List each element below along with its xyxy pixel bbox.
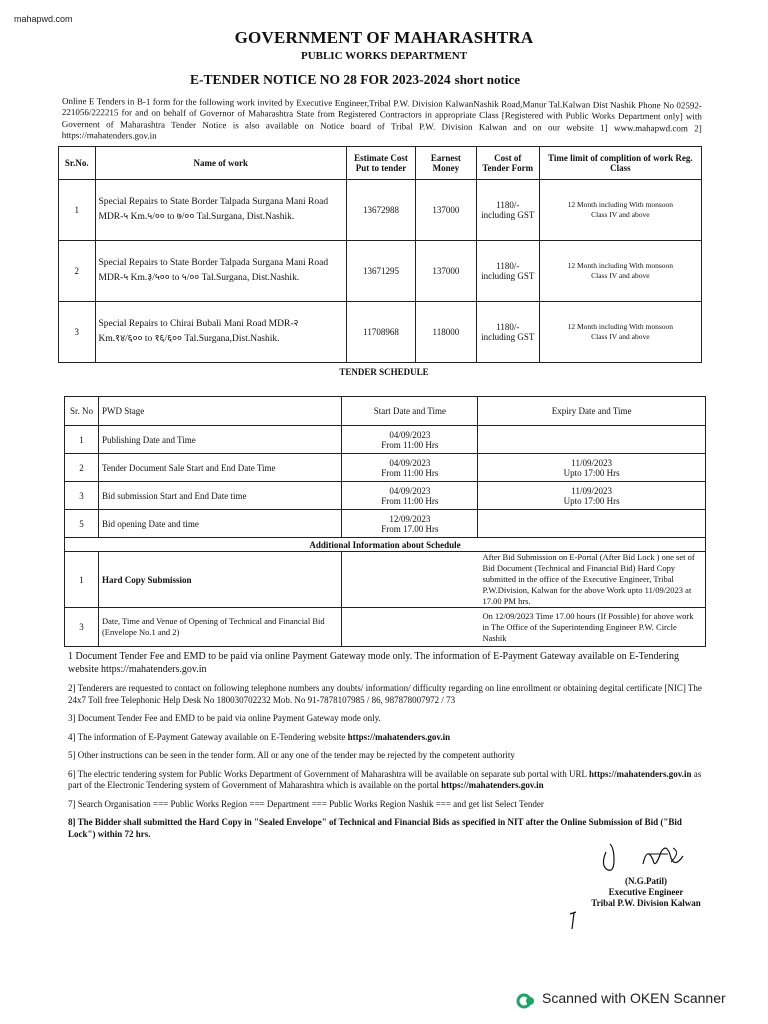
cell-emd: 137000 [415, 180, 476, 241]
note-6-url-2: https://mahatenders.gov.in [441, 780, 544, 790]
notice-number: E-TENDER NOTICE NO 28 FOR 2023-2024 [190, 72, 451, 87]
short-notice-label: short notice [454, 72, 520, 87]
expiry-time: Upto 17:00 Hrs [563, 467, 620, 478]
doc-department: PUBLIC WORKS DEPARTMENT [300, 50, 468, 62]
works-table-header [59, 147, 702, 180]
cell-estimate: 13671295 [347, 241, 416, 302]
note-8: 8] The Bidder shall submitted the Hard Copy in "Sealed Envelope" of Technical and Financial Bids as specified in NIT after the Online Submission of Bid ("Bid Lock") within 72 hrs. [68, 817, 682, 839]
cell-estimate: 13672988 [347, 180, 416, 241]
additional-info-header [65, 538, 706, 552]
note-4-url: https://mahatenders.gov.in [347, 731, 451, 742]
watermark: mahapwd.com [14, 14, 73, 24]
schedule-table [64, 396, 706, 647]
time-text: 12 Month including With monsoon [567, 200, 674, 209]
note-6-text: 6] The electric tendering system for Public Works Department of Government of Maharashtra will be available on separate sub portal with URL [68, 768, 587, 779]
col-srno: Sr.No. [59, 147, 96, 180]
cell-expiry [478, 454, 706, 482]
start-time: From 17.00 Hrs [381, 523, 439, 534]
cell-work-name: Special Repairs to State Border Talpada Surgana Mani Road MDR-५ Km.३/५०० to ५/०० Tal.Surgana, Dist.Nashik. [95, 241, 347, 302]
signatory-office: Tribal P.W. Division Kalwan [591, 898, 701, 908]
doc-title: GOVERNMENT OF MAHARASHTRA [234, 28, 534, 47]
signatory-designation: Executive Engineer [608, 887, 684, 897]
cell-stage: Bid opening Date and time [98, 510, 341, 538]
cell-start [342, 426, 478, 454]
start-date: 04/09/2023 [389, 429, 431, 440]
intro-paragraph: Online E Tenders in B-1 form for the following work invited by Executive Engineer,Tribal P.W. Division KalwanNashik Road,Manur Tal.Kalwan Dist Nashik Phone No 02592-221056/222215 for and on behalf of Governor of Maharashtra State from Registered Contractors in appropriate Class [Registered with Public Works Department only] with Governent of Maharashtra Tender Notice is also available on Notice board of Tribal P.W. Division Kalwan and on our website 1] www.mahapwd.com 2] https://mahatenders.gov.in [61, 96, 702, 141]
col-cost-of-tender: Cost of Tender Form [476, 147, 539, 180]
cell-expiry [478, 510, 706, 538]
cell-work-name: Special Repairs to State Border Talpada Surgana Mani Road MDR-५ Km.५/०० to ७/०० Tal.Surgana, Dist.Nashik. [95, 180, 347, 241]
additional-row [65, 608, 706, 647]
cell-cost: 1180/- including GST [476, 302, 539, 363]
cell-start [342, 454, 478, 482]
cell-work-name: Special Repairs to Chirai Bubali Mani Road MDR-२ Km.१४/६०० to १६/६०० Tal.Surgana,Dist.Nashik. [95, 302, 347, 363]
cell-sr: 3 [65, 608, 99, 647]
cell-sr: 2 [65, 454, 99, 482]
expiry-date: 11/09/2023 [571, 457, 612, 468]
schedule-row [65, 426, 706, 454]
scanner-logo-icon [516, 991, 536, 1011]
expiry-time: Upto 17:00 Hrs [563, 495, 620, 506]
cell-expiry [478, 426, 706, 454]
note-6-text-2: as part of the Electronic Tendering system of Government of Maharashtra which is available on the portal [68, 768, 702, 790]
cell-time-limit [539, 241, 701, 302]
col-time-limit: Time limit of complition of work Reg. Class [539, 147, 701, 180]
additional-row [65, 552, 706, 608]
note-1: 1 Document Tender Fee and EMD to be paid via online Payment Gateway mode only. The information of E-Payment Gateway available on E-Tendering website https://mahatenders.gov.in [68, 651, 680, 675]
start-date: 12/09/2023 [389, 513, 431, 524]
schedule-row [65, 454, 706, 482]
cell-stage: Tender Document Sale Start and End Date Time [98, 454, 341, 482]
schedule-row [65, 482, 706, 510]
note-6-url: https://mahatenders.gov.in [588, 768, 692, 779]
signatory-name: (N.G.Patil) [625, 876, 667, 886]
cell-time-limit [539, 302, 701, 363]
signature-block [566, 876, 726, 909]
start-date: 04/09/2023 [389, 457, 431, 468]
cell-info: After Bid Submission on E-Portal (After Bid Lock ) one set of Bid Document (Technical and Financial Bid) Hard Copy submitted in the office of the Executive Engineer, Tribal P.W.Division, Kalwan for the above Work upto 11/09/2023 at 17.00 PM hrs. [342, 552, 706, 608]
note-4 [68, 732, 708, 744]
note-2: 2] Tenderers are requested to contact on following telephone numbers any doubts/ information/ difficulty regarding on line enrollment or obtaining degital certificate [NIC] The 24x7 Toll free Telephonic Help Desk No 180030702232 Mob. No 91-7878107985 / 86, 987878007972 / 73 [68, 683, 702, 705]
cell-estimate: 11708968 [347, 302, 416, 363]
table-row [59, 241, 702, 302]
cell-emd: 118000 [415, 302, 476, 363]
cell-stage: Hard Copy Submission [98, 552, 341, 608]
note-3: 3] Document Tender Fee and EMD to be paid via online Payment Gateway mode only. [68, 713, 381, 723]
cell-stage: Publishing Date and Time [98, 426, 341, 454]
col-srno: Sr. No [65, 397, 99, 426]
col-stage: PWD Stage [98, 397, 341, 426]
cell-expiry [478, 482, 706, 510]
note-7: 7] Search Organisation === Public Works Region === Department === Public Works Region Nashik === and get list Select Tender [68, 798, 544, 809]
expiry-date: 11/09/2023 [571, 485, 612, 496]
col-expiry: Expiry Date and Time [478, 397, 706, 426]
table-row [59, 302, 702, 363]
cell-sr: 5 [65, 510, 99, 538]
cell-sr: 3 [65, 482, 99, 510]
cell-time-limit [539, 180, 701, 241]
table-row [59, 180, 702, 241]
class-text: Class IV and above [591, 210, 650, 219]
initial-mark [566, 910, 582, 932]
cell-cost: 1180/- including GST [476, 241, 539, 302]
cell-sr: 3 [59, 302, 96, 363]
note-6 [68, 769, 708, 792]
cell-info: On 12/09/2023 Time 17.00 hours (If Possible) for above work in The Office of the Superintending Engineer P.W. Circle Nashik [342, 608, 706, 647]
cell-emd: 137000 [415, 241, 476, 302]
col-estimate: Estimate Cost Put to tender [347, 147, 416, 180]
class-text: Class IV and above [591, 332, 650, 341]
class-text: Class IV and above [591, 271, 650, 280]
col-emd: Earnest Money [415, 147, 476, 180]
cell-start [342, 510, 478, 538]
cell-sr: 1 [65, 552, 99, 608]
start-date: 04/09/2023 [389, 485, 431, 496]
cell-stage: Date, Time and Venue of Opening of Technical and Financial Bid (Envelope No.1 and 2) [98, 608, 341, 647]
time-text: 12 Month including With monsoon [567, 322, 674, 331]
cell-sr: 1 [65, 426, 99, 454]
additional-info-title: Additional Information about Schedule [65, 538, 706, 552]
cell-stage: Bid submission Start and End Date time [98, 482, 341, 510]
col-start: Start Date and Time [342, 397, 478, 426]
col-name-of-work: Name of work [95, 147, 347, 180]
works-table [58, 146, 702, 363]
schedule-row [65, 510, 706, 538]
start-time: From 11:00 Hrs [381, 439, 439, 450]
note-4-text: 4] The information of E-Payment Gateway available on E-Tendering website [68, 731, 346, 742]
time-text: 12 Month including With monsoon [567, 261, 674, 270]
schedule-header [65, 397, 706, 426]
notice-title [190, 72, 520, 88]
cell-cost: 1180/- including GST [476, 180, 539, 241]
cell-sr: 2 [59, 241, 96, 302]
start-time: From 11:00 Hrs [381, 495, 439, 506]
schedule-title: TENDER SCHEDULE [339, 367, 429, 377]
note-5: 5] Other instructions can be seen in the tender form. All or any one of the tender may be rejected by the competent authority [68, 750, 515, 760]
cell-sr: 1 [59, 180, 96, 241]
scanner-footer: Scanned with OKEN Scanner [542, 990, 726, 1006]
cell-start [342, 482, 478, 510]
notes-section [68, 650, 708, 847]
start-time: From 11:00 Hrs [381, 467, 439, 478]
